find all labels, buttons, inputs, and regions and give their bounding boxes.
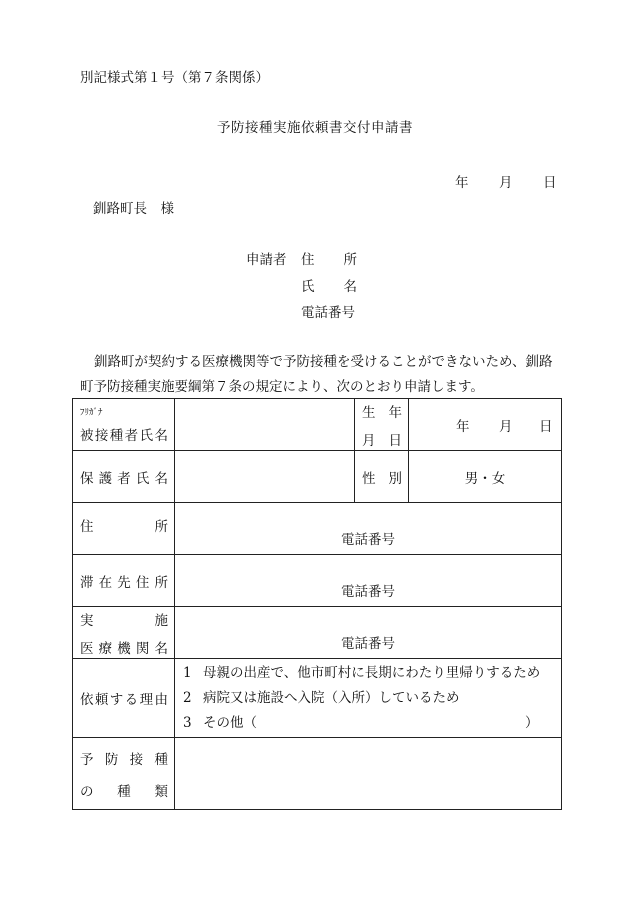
day-label: 日	[543, 175, 557, 191]
table-row	[73, 607, 562, 659]
table-row	[73, 451, 562, 503]
stay-address-phone-label: 電話番号	[341, 584, 395, 600]
table-row	[73, 555, 562, 607]
vaccine-type-label: 予 防 接 種 の 種 類	[73, 738, 175, 810]
sex-label: 性 別	[355, 451, 409, 503]
patient-name-label: ﾌﾘｶﾞﾅ 被 接 種 者 氏 名	[73, 399, 175, 451]
reason-label: 依 頼 す る 理 由	[73, 659, 175, 738]
application-date	[455, 171, 557, 191]
address-phone-label: 電話番号	[341, 532, 395, 548]
table-row	[73, 399, 562, 451]
institution-label: 実 施 医 療 機 関 名	[73, 607, 175, 659]
form-number: 別記様式第１号（第７条関係）	[80, 70, 269, 86]
stay-address-field[interactable]	[175, 555, 562, 607]
birth-date-label: 生 年 月 日	[355, 399, 409, 451]
month-label: 月	[499, 175, 513, 191]
applicant-phone-label: 電話番号	[301, 305, 355, 321]
reason-option-1[interactable]: 1 母親の出産で、他市町村に長期にわたり里帰りするため	[183, 664, 541, 681]
table-row	[73, 738, 562, 810]
reason-option-3[interactable]: 3 その他（ ）	[183, 714, 539, 731]
year-label: 年	[455, 175, 469, 191]
intro-paragraph: 釧路町が契約する医療機関等で予防接種を受けることができないため、釧路町予防接種実施要綱第７条の規定により、次のとおり申請します。	[80, 354, 553, 395]
applicant-name-label: 氏 名	[301, 279, 357, 295]
table-row	[73, 659, 562, 738]
reason-options	[175, 659, 562, 738]
furigana-label: ﾌﾘｶﾞﾅ	[80, 408, 103, 418]
reason-option-2[interactable]: 2 病院又は施設へ入院（入所）しているため	[183, 689, 460, 706]
applicant-address-label: 住 所	[301, 252, 357, 268]
address-field[interactable]	[175, 503, 562, 555]
addressee: 釧路町長 様	[93, 201, 174, 217]
document-title: 予防接種実施依頼書交付申請書	[217, 120, 413, 136]
patient-name-field[interactable]	[175, 399, 355, 451]
applicant-heading: 申請者	[246, 252, 287, 268]
guardian-name-field[interactable]	[175, 451, 355, 503]
institution-field[interactable]	[175, 607, 562, 659]
table-row	[73, 503, 562, 555]
vaccine-type-field[interactable]	[175, 738, 562, 810]
guardian-name-label: 保 護 者 氏 名	[73, 451, 175, 503]
birth-date-field[interactable]: 年 月 日	[409, 399, 562, 451]
address-label: 住 所	[73, 503, 175, 555]
institution-phone-label: 電話番号	[341, 636, 395, 652]
application-table	[72, 398, 562, 810]
sex-field[interactable]: 男・女	[409, 451, 562, 503]
stay-address-label: 滞 在 先 住 所	[73, 555, 175, 607]
